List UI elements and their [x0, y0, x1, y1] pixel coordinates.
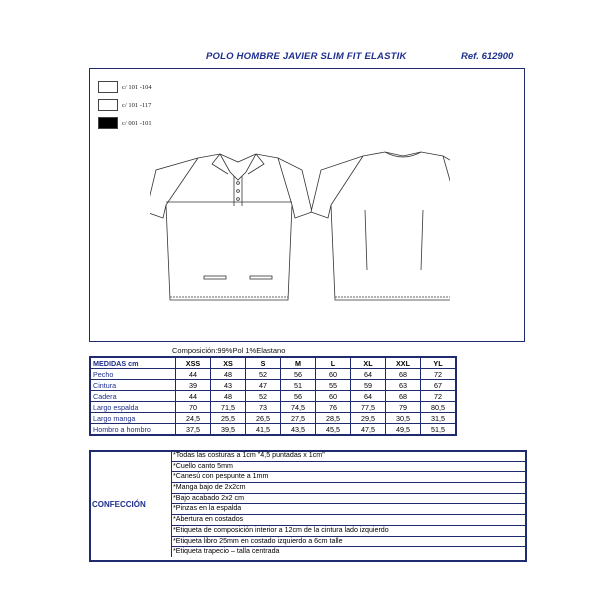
list-item: *Etiqueta de composición interior a 12cm de la cintura lado izquierdo: [171, 526, 525, 537]
table-row: [90, 391, 456, 402]
polo-front-view: [150, 154, 312, 300]
color-code: c/ 001 -101: [122, 119, 152, 127]
measurement-label: Cintura: [90, 380, 176, 391]
measurement-value: 43,5: [281, 424, 316, 436]
measurement-value: 67: [421, 380, 457, 391]
list-item: *Etiqueta libro 25mm en costado izquierdo a 6cm talle: [171, 537, 525, 548]
measurement-value: 56: [281, 391, 316, 402]
measurement-value: 43: [211, 380, 246, 391]
measurement-value: 55: [316, 380, 351, 391]
list-item: *Manga bajo de 2x2cm: [171, 483, 525, 494]
measurement-value: 79: [386, 402, 421, 413]
list-item: *Abertura en costados: [171, 515, 525, 526]
measurement-value: 37,5: [176, 424, 211, 436]
size-header: L: [316, 357, 351, 369]
size-header: S: [246, 357, 281, 369]
list-item: *Cuello canto 5mm: [171, 462, 525, 473]
measurement-value: 29,5: [351, 413, 386, 424]
measurement-value: 39,5: [211, 424, 246, 436]
measurement-value: 68: [386, 391, 421, 402]
color-code: c/ 101 -104: [122, 83, 152, 91]
measurement-value: 49,5: [386, 424, 421, 436]
measurement-value: 31,5: [421, 413, 457, 424]
measurement-value: 64: [351, 391, 386, 402]
size-header: XS: [211, 357, 246, 369]
size-table: [89, 356, 457, 436]
measurement-value: 24,5: [176, 413, 211, 424]
document-title: POLO HOMBRE JAVIER SLIM FIT ELASTIK: [206, 51, 407, 62]
size-header: XXL: [386, 357, 421, 369]
reference-number: Ref. 612900: [461, 51, 514, 62]
size-header: XL: [351, 357, 386, 369]
color-code: c/ 101 -117: [122, 101, 152, 109]
measurement-value: 27,5: [281, 413, 316, 424]
measurement-label: Hombro a hombro: [90, 424, 176, 436]
measurement-value: 72: [421, 369, 457, 380]
measurement-value: 39: [176, 380, 211, 391]
size-header: M: [281, 357, 316, 369]
color-swatch-row: [98, 80, 152, 94]
measurement-value: 52: [246, 369, 281, 380]
measurement-value: 76: [316, 402, 351, 413]
measurement-value: 41,5: [246, 424, 281, 436]
color-swatch-row: [98, 116, 152, 130]
measurement-value: 47: [246, 380, 281, 391]
list-item: *Bajo acabado 2x2 cm: [171, 494, 525, 505]
measurement-value: 71,5: [211, 402, 246, 413]
size-header: YL: [421, 357, 457, 369]
polo-back-view: [311, 152, 450, 300]
measurement-value: 44: [176, 391, 211, 402]
size-table-header: [90, 357, 456, 369]
table-row: [90, 369, 456, 380]
list-item: *Canesú con pespunte a 1mm: [171, 472, 525, 483]
measurement-value: 48: [211, 369, 246, 380]
measurement-value: 60: [316, 369, 351, 380]
color-swatch-row: [98, 98, 151, 112]
confeccion-label: CONFECCIÓN: [92, 500, 146, 509]
measurement-value: 59: [351, 380, 386, 391]
measurement-value: 60: [316, 391, 351, 402]
measurement-value: 51: [281, 380, 316, 391]
polo-technical-drawing: [150, 150, 450, 310]
measurement-value: 80,5: [421, 402, 457, 413]
measurement-value: 64: [351, 369, 386, 380]
measurement-value: 74,5: [281, 402, 316, 413]
measurement-value: 73: [246, 402, 281, 413]
measurement-value: 51,5: [421, 424, 457, 436]
table-row: [90, 424, 456, 436]
list-item: *Todas las costuras a 1cm "4,5 puntadas x 1cm": [171, 451, 525, 462]
measurement-label: Pecho: [90, 369, 176, 380]
size-header: XSS: [176, 357, 211, 369]
measurement-value: 63: [386, 380, 421, 391]
color-swatch: [98, 99, 118, 111]
measurement-value: 25,5: [211, 413, 246, 424]
measurement-label: Largo espalda: [90, 402, 176, 413]
color-swatch: [98, 117, 118, 129]
measurement-label: Cadera: [90, 391, 176, 402]
measurement-value: 77,5: [351, 402, 386, 413]
measurement-value: 44: [176, 369, 211, 380]
measurement-value: 72: [421, 391, 457, 402]
table-row: [90, 413, 456, 424]
measurement-value: 28,5: [316, 413, 351, 424]
measurement-value: 68: [386, 369, 421, 380]
confeccion-list: [171, 451, 525, 557]
measurement-value: 70: [176, 402, 211, 413]
measurement-value: 26,5: [246, 413, 281, 424]
measurement-label: Largo manga: [90, 413, 176, 424]
measurement-value: 47,5: [351, 424, 386, 436]
measurement-value: 48: [211, 391, 246, 402]
measurement-value: 30,5: [386, 413, 421, 424]
measurement-value: 56: [281, 369, 316, 380]
measurement-value: 52: [246, 391, 281, 402]
measurements-header: MEDIDAS cm: [90, 357, 176, 369]
composition-label: Composición:99%Pol 1%Elastano: [172, 346, 286, 355]
table-row: [90, 380, 456, 391]
color-swatch: [98, 81, 118, 93]
list-item: *Etiqueta trapecio – talla centrada: [171, 547, 525, 557]
table-row: [90, 402, 456, 413]
list-item: *Pinzas en la espalda: [171, 504, 525, 515]
measurement-value: 45,5: [316, 424, 351, 436]
